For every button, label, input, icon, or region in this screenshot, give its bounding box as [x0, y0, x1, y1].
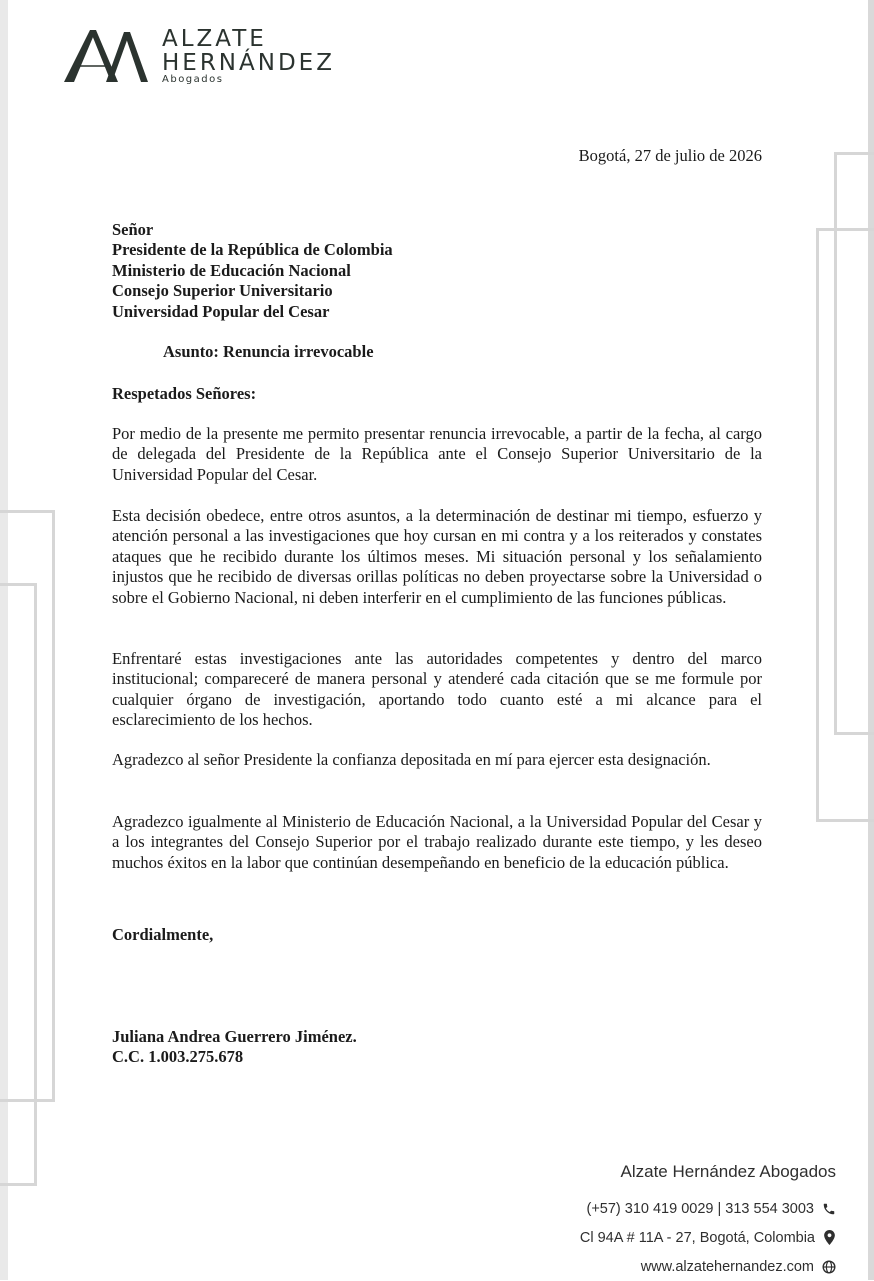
recipient-line: Universidad Popular del Cesar — [112, 301, 330, 321]
logo-text-hernandez: HERNÁNDEZ — [162, 50, 335, 76]
globe-icon — [822, 1260, 836, 1274]
signatory-name: Juliana Andrea Guerrero Jiménez. — [112, 1027, 357, 1046]
footer-website: www.alzatehernandez.com — [640, 1258, 814, 1275]
logo-text-alzate: ALZATE — [162, 26, 267, 52]
recipient-line: Presidente de la República de Colombia — [112, 240, 393, 260]
body-paragraph: Agradezco igualmente al Ministerio de Educación Nacional, a la Universidad Popular del Cesar y a los integrantes del Consejo Superior por el trabajo realizado durante este tiempo, y les deseo muchos éxitos en la labor que continúan desempeñando en beneficio de la educación pública. — [112, 812, 762, 872]
footer-website-row — [580, 1252, 836, 1281]
footer-address-row — [580, 1223, 836, 1252]
recipient-line: Ministerio de Educación Nacional — [112, 260, 351, 280]
footer-firm-name: Alzate Hernández Abogados — [620, 1162, 836, 1181]
logo-monogram-icon — [62, 26, 152, 84]
body-paragraph: Enfrentaré estas investigaciones ante las autoridades competentes y dentro del marco institucional; compareceré de manera personal y atenderé cada citación que se me formule por cualquier órgano de investigación, aportando todo cuanto esté a mi alcance para el esclarecimiento de los hechos. — [112, 649, 762, 730]
letter-closing: Cordialmente, — [112, 925, 214, 944]
body-paragraph: Esta decisión obedece, entre otros asuntos, a la determinación de destinar mi tiempo, esfuerzo y atención personal a las investigaciones que hoy cursan en mi contra y a los reiterados y constates ataques que he recibido durante los últimos meses. Mi situación personal y los señalamiento injustos que he recibido de diversas orillas políticas no deben proyectarse sobre la Universidad o sobre el Gobierno Nacional, ni deben interferir en el cumplimiento de las funciones públicas. — [112, 506, 762, 607]
footer-phone-row — [580, 1194, 836, 1223]
footer-phone: (+57) 310 419 0029 | 313 554 3003 — [586, 1200, 814, 1217]
signature-block — [112, 1027, 357, 1068]
body-paragraph: Agradezco al señor Presidente la confianza depositada en mí para ejercer esta designación. — [112, 750, 711, 769]
recipients-block — [112, 220, 393, 322]
decorative-frame-left-inner — [0, 583, 37, 1186]
logo-text-abogados: Abogados — [162, 74, 224, 85]
recipient-line: Señor — [112, 220, 154, 239]
body-paragraph: Por medio de la presente me permito presentar renuncia irrevocable, a partir de la fecha, al cargo de delegada del Presidente de la República ante el Consejo Superior Universitario de la Universidad Popular del Cesar. — [112, 424, 762, 484]
letter-salutation: Respetados Señores: — [112, 384, 257, 403]
letterhead-logo — [62, 24, 362, 88]
location-pin-icon — [823, 1230, 836, 1245]
letter-date: Bogotá, 27 de julio de 2026 — [578, 146, 762, 165]
phone-icon — [822, 1202, 836, 1216]
footer-address: Cl 94A # 11A - 27, Bogotá, Colombia — [579, 1229, 815, 1246]
decorative-frame-right-inner — [816, 228, 874, 822]
signatory-id: C.C. 1.003.275.678 — [112, 1047, 244, 1067]
recipient-line: Consejo Superior Universitario — [112, 281, 333, 301]
letterhead-footer — [580, 1162, 836, 1281]
letter-subject: Asunto: Renuncia irrevocable — [163, 342, 374, 361]
